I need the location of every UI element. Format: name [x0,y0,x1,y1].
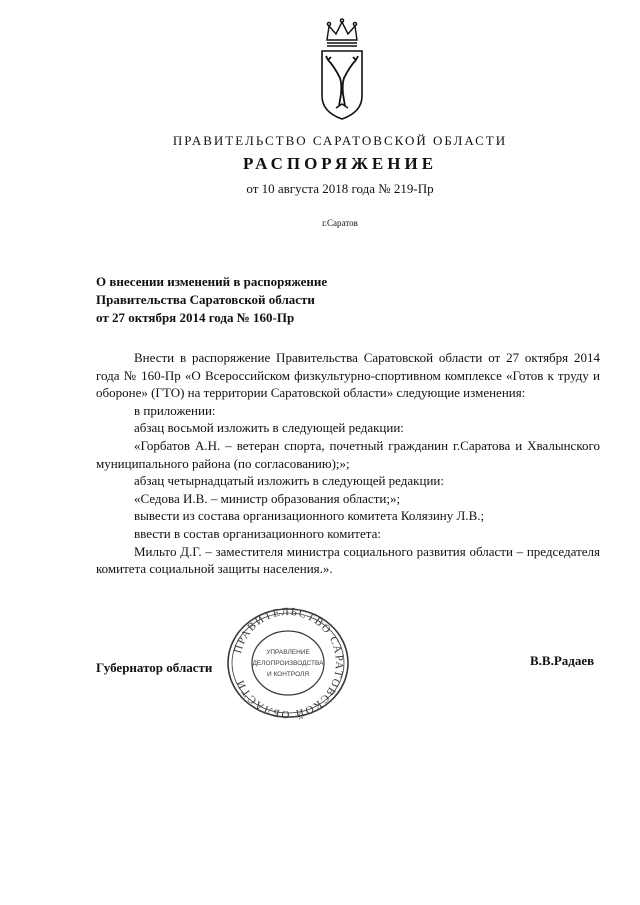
coat-of-arms-icon [316,18,368,122]
body-paragraph: вывести из состава организационного комитета Колязину Л.В.; [134,508,485,524]
body-paragraph: абзац восьмой изложить в следующей редакции: [134,420,404,436]
stamp-outer-text: ПРАВИТЕЛЬСТВО САРАТОВСКОЙ ОБЛАСТИ [231,606,346,720]
document-subject [96,273,426,327]
stamp-inner-line: УПРАВЛЕНИЕ [266,649,310,656]
signature-name: В.В.Радаев [530,653,595,668]
body-paragraph: абзац четырнадцатый изложить в следующей редакции: [134,473,444,489]
document-type: РАСПОРЯЖЕНИЕ [242,154,438,173]
subject-line: Правительства Саратовской области [96,292,315,307]
body-paragraph: Мильто Д.Г. – заместителя министра социального развития области – председателя комитета социальной защиты населения.». [96,543,600,577]
document-date-number: от 10 августа 2018 года № 219-Пр [246,181,434,196]
signature-position: Губернатор области [96,660,213,675]
body-paragraph: «Седова И.В. – министр образования области;»; [134,490,401,506]
subject-line: О внесении изменений в распоряжение [96,274,328,289]
stamp-inner-line: И КОНТРОЛЯ [266,671,310,678]
document-city: г.Саратов [322,218,358,228]
body-paragraph: «Горбатов А.Н. – ветеран спорта, почетный гражданин г.Саратова и Хвалынского муниципального района (по согласованию);»; [96,437,600,471]
body-paragraph: ввести в состав организационного комитета: [134,525,381,541]
stamp-inner-line: ДЕЛОПРОИЗВОДСТВА [252,660,324,667]
body-paragraph-intro: Внести в распоряжение Правительства Саратовской области от 27 октября 2014 года № 160-Пр «О Всероссийском физкультурно-спортивном комплексе «Готов к труду и обороне» (ГТО) на территории Саратовской области» следующие изменения: [96,350,600,401]
official-stamp-icon [223,606,353,720]
subject-line: от 27 октября 2014 года № 160-Пр [96,310,295,325]
body-paragraph: в приложении: [134,402,216,418]
document-body [96,349,600,578]
government-title: ПРАВИТЕЛЬСТВО САРАТОВСКОЙ ОБЛАСТИ [172,133,508,148]
